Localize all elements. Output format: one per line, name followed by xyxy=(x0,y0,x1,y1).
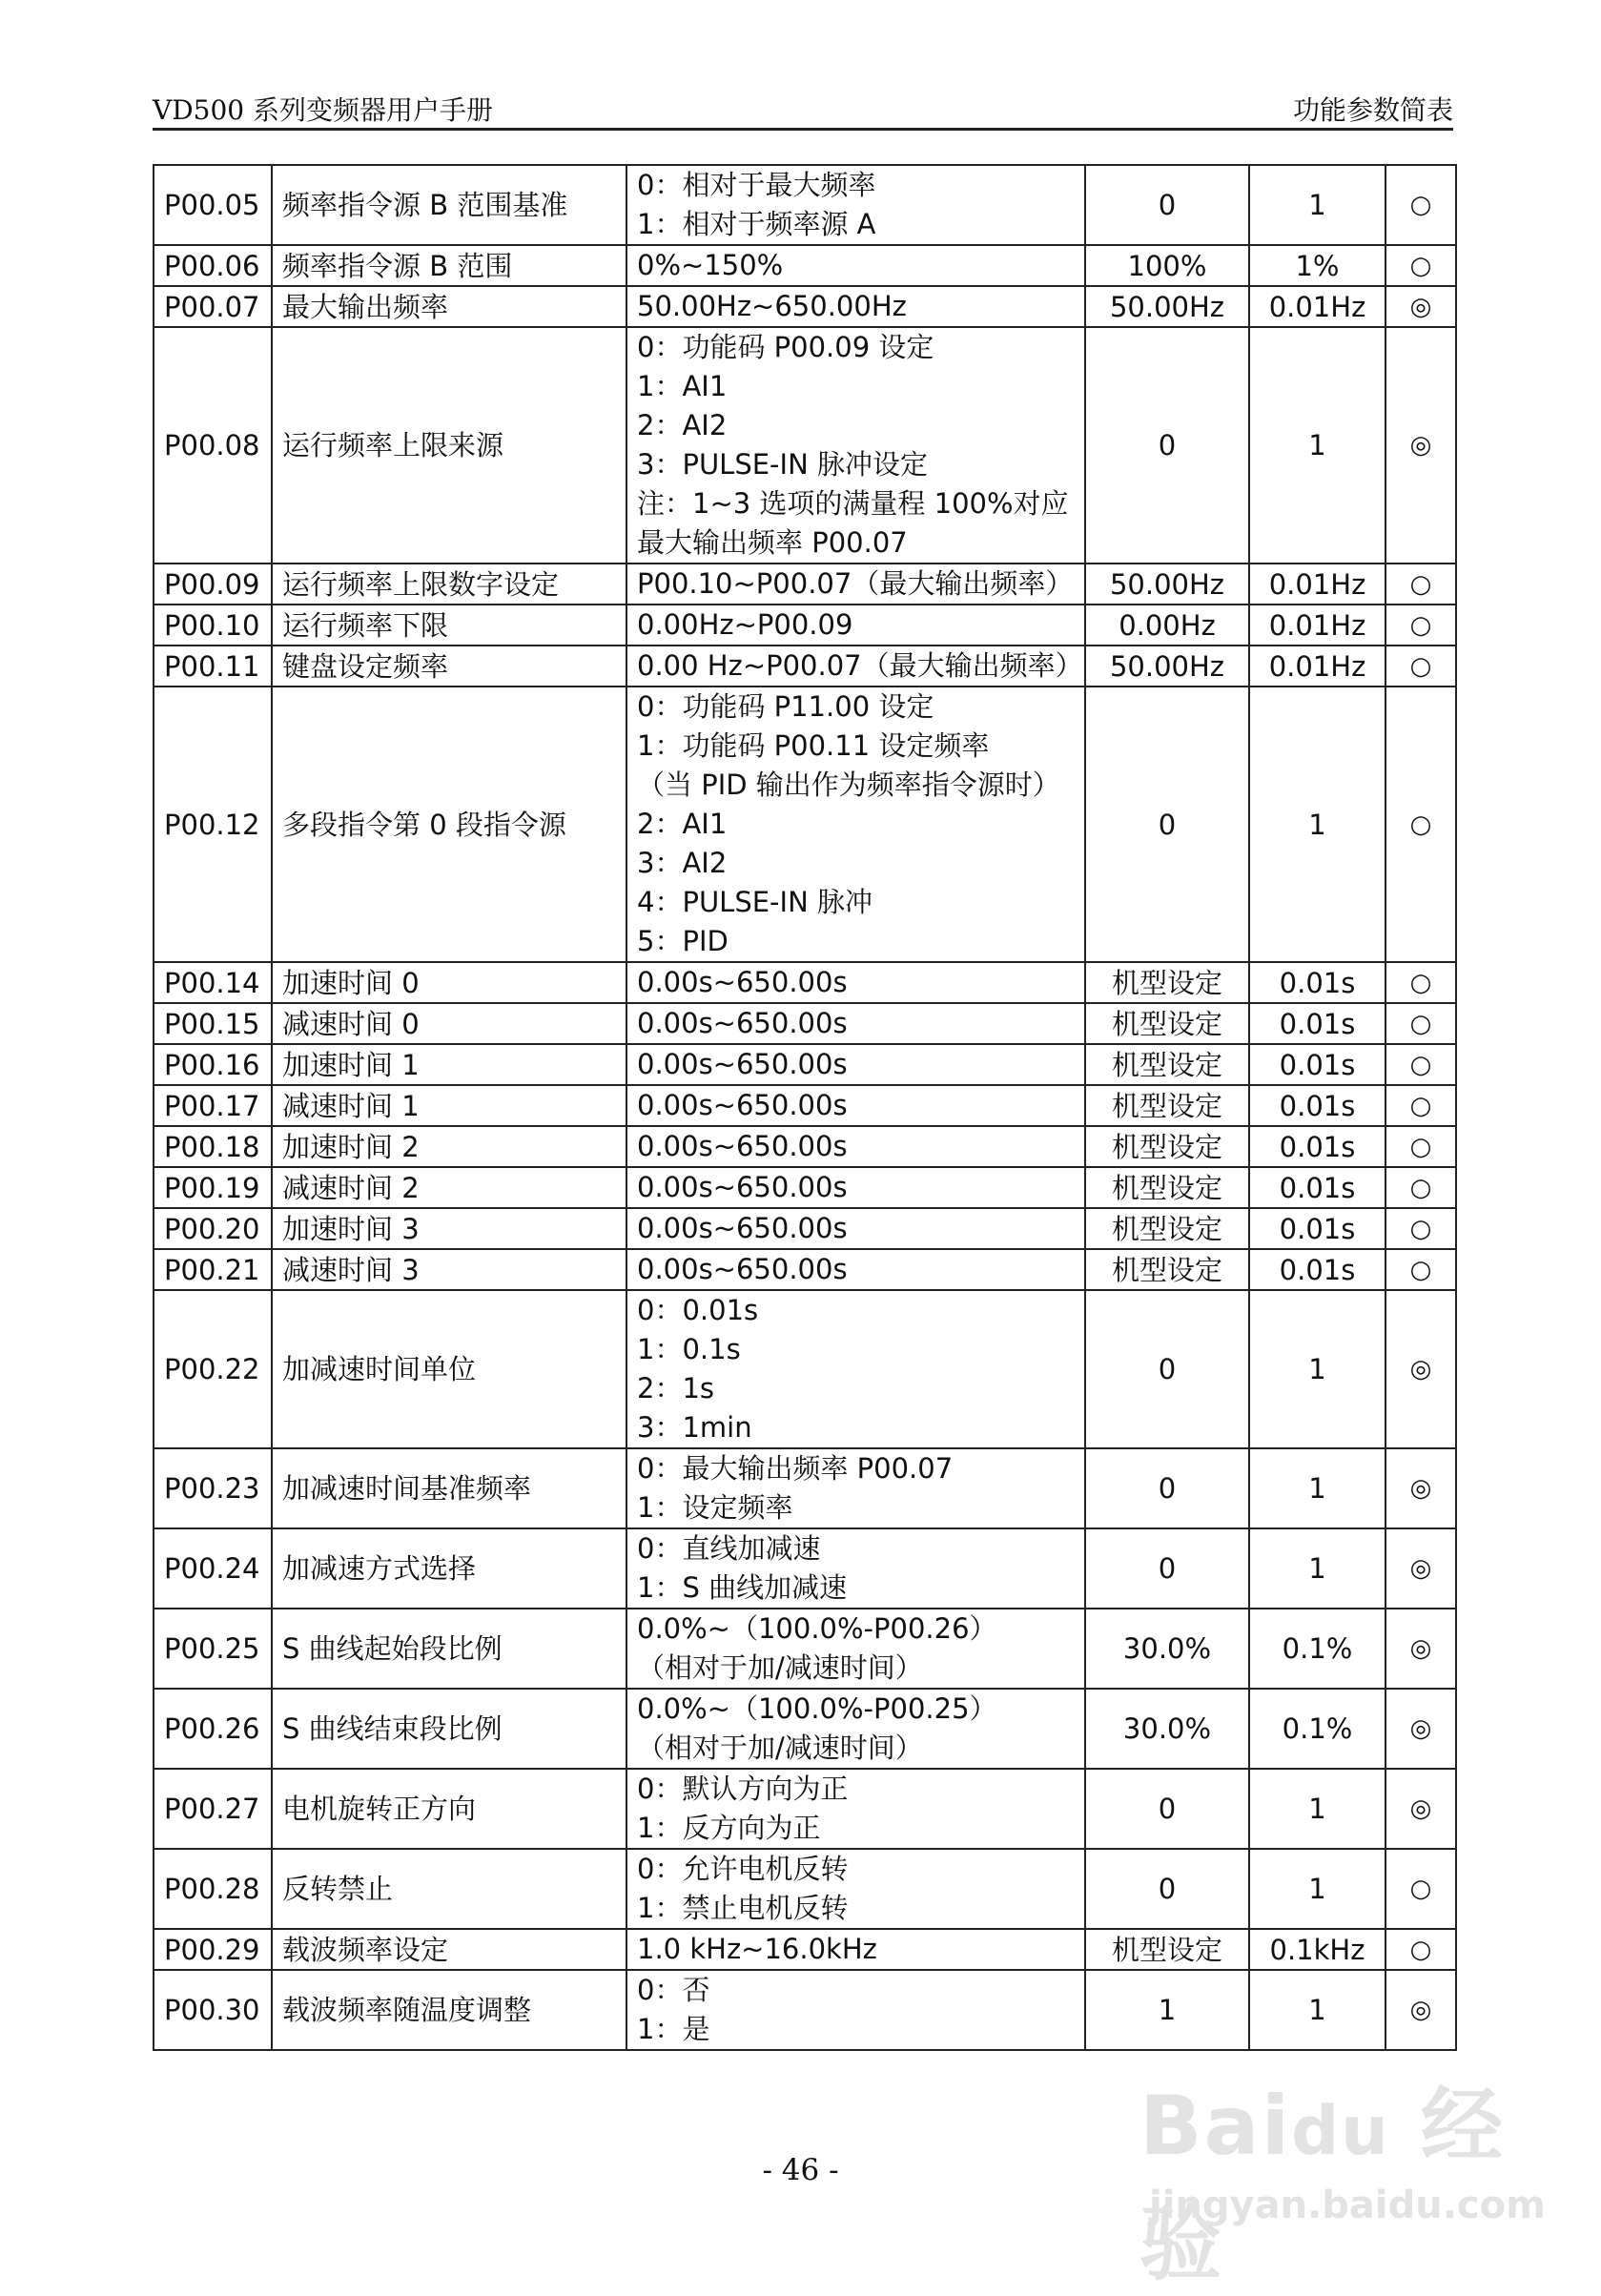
param-min-unit: 0.01s xyxy=(1249,1167,1385,1208)
param-code: P00.10 xyxy=(154,605,272,646)
setting-line: 0.00s~650.00s xyxy=(637,1089,848,1121)
setting-line: 0：否 xyxy=(637,1974,710,2006)
param-code: P00.18 xyxy=(154,1126,272,1167)
setting-line: 0：相对于最大频率 xyxy=(637,169,876,201)
param-setting-range xyxy=(626,1126,1085,1167)
circle-icon: ○ xyxy=(1385,245,1456,286)
param-default: 30.0% xyxy=(1085,1689,1249,1769)
param-min-unit: 0.01s xyxy=(1249,1085,1385,1126)
double-circle-icon: ◎ xyxy=(1385,286,1456,327)
circle-icon: ○ xyxy=(1385,1167,1456,1208)
param-name: 减速时间 3 xyxy=(272,1249,626,1290)
table-row xyxy=(154,1249,1456,1290)
setting-line: 0.0%~（100.0%-P00.25） xyxy=(637,1692,997,1725)
param-name: 加速时间 1 xyxy=(272,1044,626,1085)
section-title: 功能参数简表 xyxy=(1292,94,1453,126)
table-row xyxy=(154,962,1456,1003)
table-row xyxy=(154,1689,1456,1769)
param-setting-range xyxy=(626,1044,1085,1085)
circle-icon: ○ xyxy=(1385,1849,1456,1929)
param-default: 机型设定 xyxy=(1085,1167,1249,1208)
table-row xyxy=(154,1448,1456,1528)
param-setting-range xyxy=(626,245,1085,286)
setting-line: 最大输出频率 P00.07 xyxy=(637,526,908,559)
manual-title: VD500 系列变频器用户手册 xyxy=(153,94,494,126)
param-min-unit: 0.1kHz xyxy=(1249,1929,1385,1970)
param-min-unit: 1 xyxy=(1249,1448,1385,1528)
param-name: 频率指令源 B 范围基准 xyxy=(272,165,626,245)
setting-line: 0.00Hz~P00.09 xyxy=(637,608,853,641)
setting-line: 4：PULSE-IN 脉冲 xyxy=(637,886,872,918)
setting-line: 1：是 xyxy=(637,2013,710,2045)
param-default: 0 xyxy=(1085,1769,1249,1849)
table-row xyxy=(154,1769,1456,1849)
param-min-unit: 0.1% xyxy=(1249,1609,1385,1689)
param-code: P00.23 xyxy=(154,1448,272,1528)
param-name: 载波频率设定 xyxy=(272,1929,626,1970)
param-setting-range xyxy=(626,1689,1085,1769)
param-min-unit: 0.01Hz xyxy=(1249,286,1385,327)
page-number: - 46 - xyxy=(762,2153,839,2187)
param-default: 机型设定 xyxy=(1085,1085,1249,1126)
table-row xyxy=(154,687,1456,962)
double-circle-icon: ◎ xyxy=(1385,1528,1456,1609)
param-name: 加减速方式选择 xyxy=(272,1528,626,1609)
param-min-unit: 0.01s xyxy=(1249,1126,1385,1167)
double-circle-icon: ◎ xyxy=(1385,1290,1456,1448)
param-code: P00.06 xyxy=(154,245,272,286)
circle-icon: ○ xyxy=(1385,646,1456,687)
setting-line: 5：PID xyxy=(637,925,729,957)
table-row xyxy=(154,1044,1456,1085)
param-code: P00.08 xyxy=(154,327,272,564)
param-min-unit: 0.01s xyxy=(1249,1003,1385,1044)
param-min-unit: 0.01s xyxy=(1249,962,1385,1003)
param-default: 机型设定 xyxy=(1085,1249,1249,1290)
param-min-unit: 1 xyxy=(1249,165,1385,245)
circle-icon: ○ xyxy=(1385,687,1456,962)
param-code: P00.11 xyxy=(154,646,272,687)
circle-icon: ○ xyxy=(1385,1003,1456,1044)
param-setting-range xyxy=(626,1769,1085,1849)
table-row xyxy=(154,327,1456,564)
param-min-unit: 1% xyxy=(1249,245,1385,286)
setting-line: 0.00s~650.00s xyxy=(637,1048,848,1080)
setting-line: 0.00s~650.00s xyxy=(637,1130,848,1162)
table-row xyxy=(154,1167,1456,1208)
param-name: 减速时间 1 xyxy=(272,1085,626,1126)
param-name: 加减速时间基准频率 xyxy=(272,1448,626,1528)
param-setting-range xyxy=(626,646,1085,687)
setting-line: 1：禁止电机反转 xyxy=(637,1892,849,1924)
param-setting-range xyxy=(626,1085,1085,1126)
table-row xyxy=(154,1085,1456,1126)
param-min-unit: 1 xyxy=(1249,1290,1385,1448)
param-setting-range xyxy=(626,687,1085,962)
param-default: 1 xyxy=(1085,1970,1249,2050)
param-name: 运行频率上限数字设定 xyxy=(272,564,626,605)
param-setting-range xyxy=(626,962,1085,1003)
circle-icon: ○ xyxy=(1385,1929,1456,1970)
table-row xyxy=(154,286,1456,327)
setting-line: 1.0 kHz~16.0kHz xyxy=(637,1933,877,1965)
param-name: S 曲线结束段比例 xyxy=(272,1689,626,1769)
parameter-table xyxy=(153,164,1457,2051)
param-code: P00.24 xyxy=(154,1528,272,1609)
setting-line: 3：PULSE-IN 脉冲设定 xyxy=(637,448,928,481)
param-code: P00.07 xyxy=(154,286,272,327)
param-default: 30.0% xyxy=(1085,1609,1249,1689)
setting-line: 0.00s~650.00s xyxy=(637,1171,848,1203)
param-min-unit: 1 xyxy=(1249,1970,1385,2050)
param-name: 加速时间 3 xyxy=(272,1208,626,1249)
param-default: 0 xyxy=(1085,165,1249,245)
param-code: P00.21 xyxy=(154,1249,272,1290)
param-name: 最大输出频率 xyxy=(272,286,626,327)
param-setting-range xyxy=(626,1249,1085,1290)
table-row xyxy=(154,1929,1456,1970)
setting-line: 1：0.1s xyxy=(637,1333,741,1365)
param-default: 50.00Hz xyxy=(1085,564,1249,605)
param-setting-range xyxy=(626,327,1085,564)
param-name: 加速时间 2 xyxy=(272,1126,626,1167)
param-default: 0 xyxy=(1085,327,1249,564)
table-row xyxy=(154,1609,1456,1689)
param-default: 机型设定 xyxy=(1085,962,1249,1003)
circle-icon: ○ xyxy=(1385,165,1456,245)
param-setting-range xyxy=(626,1290,1085,1448)
param-setting-range xyxy=(626,1970,1085,2050)
watermark-logo: Baidu 经验 jingyan.baidu.com xyxy=(1139,2079,1546,2292)
param-setting-range xyxy=(626,1448,1085,1528)
double-circle-icon: ◎ xyxy=(1385,1689,1456,1769)
setting-line: 0：最大输出频率 P00.07 xyxy=(637,1452,954,1485)
setting-line: 注：1~3 选项的满量程 100%对应 xyxy=(637,487,1069,520)
param-code: P00.19 xyxy=(154,1167,272,1208)
param-default: 0 xyxy=(1085,1448,1249,1528)
table-row xyxy=(154,646,1456,687)
param-code: P00.20 xyxy=(154,1208,272,1249)
param-setting-range xyxy=(626,564,1085,605)
setting-line: 1：相对于频率源 A xyxy=(637,208,876,240)
table-row xyxy=(154,1208,1456,1249)
param-code: P00.05 xyxy=(154,165,272,245)
param-min-unit: 1 xyxy=(1249,1769,1385,1849)
page-header xyxy=(153,84,1453,131)
param-name: 运行频率上限来源 xyxy=(272,327,626,564)
param-setting-range xyxy=(626,286,1085,327)
setting-line: 3：1min xyxy=(637,1411,752,1444)
setting-line: 0：允许电机反转 xyxy=(637,1853,849,1885)
param-code: P00.14 xyxy=(154,962,272,1003)
param-default: 机型设定 xyxy=(1085,1929,1249,1970)
setting-line: 2：AI2 xyxy=(637,409,728,441)
double-circle-icon: ◎ xyxy=(1385,327,1456,564)
param-min-unit: 0.1% xyxy=(1249,1689,1385,1769)
param-setting-range xyxy=(626,1929,1085,1970)
setting-line: 3：AI2 xyxy=(637,847,728,879)
param-default: 0 xyxy=(1085,1849,1249,1929)
setting-line: 0.00s~650.00s xyxy=(637,1007,848,1039)
setting-line: 0：功能码 P00.09 设定 xyxy=(637,331,934,363)
param-default: 机型设定 xyxy=(1085,1044,1249,1085)
param-min-unit: 0.01Hz xyxy=(1249,646,1385,687)
table-row xyxy=(154,1528,1456,1609)
circle-icon: ○ xyxy=(1385,1044,1456,1085)
double-circle-icon: ◎ xyxy=(1385,1448,1456,1528)
setting-line: 0%~150% xyxy=(637,249,784,281)
param-name: 减速时间 0 xyxy=(272,1003,626,1044)
param-setting-range xyxy=(626,1528,1085,1609)
param-default: 0 xyxy=(1085,1290,1249,1448)
param-default: 0 xyxy=(1085,687,1249,962)
param-code: P00.15 xyxy=(154,1003,272,1044)
setting-line: 0.00s~650.00s xyxy=(637,966,848,998)
setting-line: 50.00Hz~650.00Hz xyxy=(637,290,907,322)
param-setting-range xyxy=(626,1003,1085,1044)
param-min-unit: 1 xyxy=(1249,327,1385,564)
table-row xyxy=(154,165,1456,245)
param-name: 频率指令源 B 范围 xyxy=(272,245,626,286)
table-row xyxy=(154,1970,1456,2050)
setting-line: （当 PID 输出作为频率指令源时） xyxy=(637,769,1060,801)
param-code: P00.30 xyxy=(154,1970,272,2050)
param-code: P00.25 xyxy=(154,1609,272,1689)
table-row xyxy=(154,1290,1456,1448)
setting-line: 0：0.01s xyxy=(637,1294,759,1326)
setting-line: 1：反方向为正 xyxy=(637,1812,821,1844)
param-setting-range xyxy=(626,605,1085,646)
param-min-unit: 0.01s xyxy=(1249,1208,1385,1249)
table-row xyxy=(154,245,1456,286)
param-code: P00.16 xyxy=(154,1044,272,1085)
param-min-unit: 0.01s xyxy=(1249,1249,1385,1290)
setting-line: 0.00s~650.00s xyxy=(637,1253,848,1285)
param-code: P00.27 xyxy=(154,1769,272,1849)
param-name: 反转禁止 xyxy=(272,1849,626,1929)
circle-icon: ○ xyxy=(1385,962,1456,1003)
setting-line: 1：功能码 P00.11 设定频率 xyxy=(637,729,990,762)
double-circle-icon: ◎ xyxy=(1385,1970,1456,2050)
param-code: P00.22 xyxy=(154,1290,272,1448)
setting-line: （相对于加/减速时间） xyxy=(637,1732,923,1764)
table-row xyxy=(154,1003,1456,1044)
table-row xyxy=(154,564,1456,605)
param-min-unit: 1 xyxy=(1249,1849,1385,1929)
circle-icon: ○ xyxy=(1385,605,1456,646)
param-min-unit: 0.01Hz xyxy=(1249,564,1385,605)
param-code: P00.09 xyxy=(154,564,272,605)
circle-icon: ○ xyxy=(1385,564,1456,605)
setting-line: P00.10~P00.07（最大输出频率） xyxy=(637,567,1074,600)
param-default: 机型设定 xyxy=(1085,1208,1249,1249)
setting-line: （相对于加/减速时间） xyxy=(637,1651,923,1684)
param-default: 机型设定 xyxy=(1085,1126,1249,1167)
param-default: 50.00Hz xyxy=(1085,646,1249,687)
table-row xyxy=(154,1126,1456,1167)
param-name: 减速时间 2 xyxy=(272,1167,626,1208)
setting-line: 0.00 Hz~P00.07（最大输出频率） xyxy=(637,649,1083,682)
param-min-unit: 0.01s xyxy=(1249,1044,1385,1085)
param-default: 100% xyxy=(1085,245,1249,286)
param-default: 50.00Hz xyxy=(1085,286,1249,327)
setting-line: 1：S 曲线加减速 xyxy=(637,1571,848,1604)
param-setting-range xyxy=(626,1849,1085,1929)
param-name: S 曲线起始段比例 xyxy=(272,1609,626,1689)
setting-line: 2：1s xyxy=(637,1372,715,1404)
param-min-unit: 0.01Hz xyxy=(1249,605,1385,646)
param-default: 0 xyxy=(1085,1528,1249,1609)
table-row xyxy=(154,605,1456,646)
param-setting-range xyxy=(626,165,1085,245)
circle-icon: ○ xyxy=(1385,1126,1456,1167)
setting-line: 0：功能码 P11.00 设定 xyxy=(637,690,934,723)
table-row xyxy=(154,1849,1456,1929)
param-code: P00.28 xyxy=(154,1849,272,1929)
setting-line: 0.00s~650.00s xyxy=(637,1212,848,1244)
double-circle-icon: ◎ xyxy=(1385,1769,1456,1849)
double-circle-icon: ◎ xyxy=(1385,1609,1456,1689)
param-default: 0.00Hz xyxy=(1085,605,1249,646)
parameter-table-body xyxy=(154,165,1456,2050)
setting-line: 1：设定频率 xyxy=(637,1491,793,1524)
setting-line: 0.0%~（100.0%-P00.26） xyxy=(637,1612,997,1645)
param-name: 键盘设定频率 xyxy=(272,646,626,687)
setting-line: 0：直线加减速 xyxy=(637,1532,821,1565)
param-setting-range xyxy=(626,1208,1085,1249)
circle-icon: ○ xyxy=(1385,1208,1456,1249)
circle-icon: ○ xyxy=(1385,1085,1456,1126)
param-name: 电机旋转正方向 xyxy=(272,1769,626,1849)
param-name: 多段指令第 0 段指令源 xyxy=(272,687,626,962)
param-min-unit: 1 xyxy=(1249,1528,1385,1609)
param-name: 加速时间 0 xyxy=(272,962,626,1003)
param-code: P00.29 xyxy=(154,1929,272,1970)
circle-icon: ○ xyxy=(1385,1249,1456,1290)
param-code: P00.12 xyxy=(154,687,272,962)
param-default: 机型设定 xyxy=(1085,1003,1249,1044)
param-name: 载波频率随温度调整 xyxy=(272,1970,626,2050)
setting-line: 2：AI1 xyxy=(637,808,728,840)
setting-line: 1：AI1 xyxy=(637,370,728,402)
setting-line: 0：默认方向为正 xyxy=(637,1773,849,1805)
param-setting-range xyxy=(626,1167,1085,1208)
param-code: P00.17 xyxy=(154,1085,272,1126)
param-code: P00.26 xyxy=(154,1689,272,1769)
param-name: 加减速时间单位 xyxy=(272,1290,626,1448)
param-setting-range xyxy=(626,1609,1085,1689)
param-min-unit: 1 xyxy=(1249,687,1385,962)
param-name: 运行频率下限 xyxy=(272,605,626,646)
